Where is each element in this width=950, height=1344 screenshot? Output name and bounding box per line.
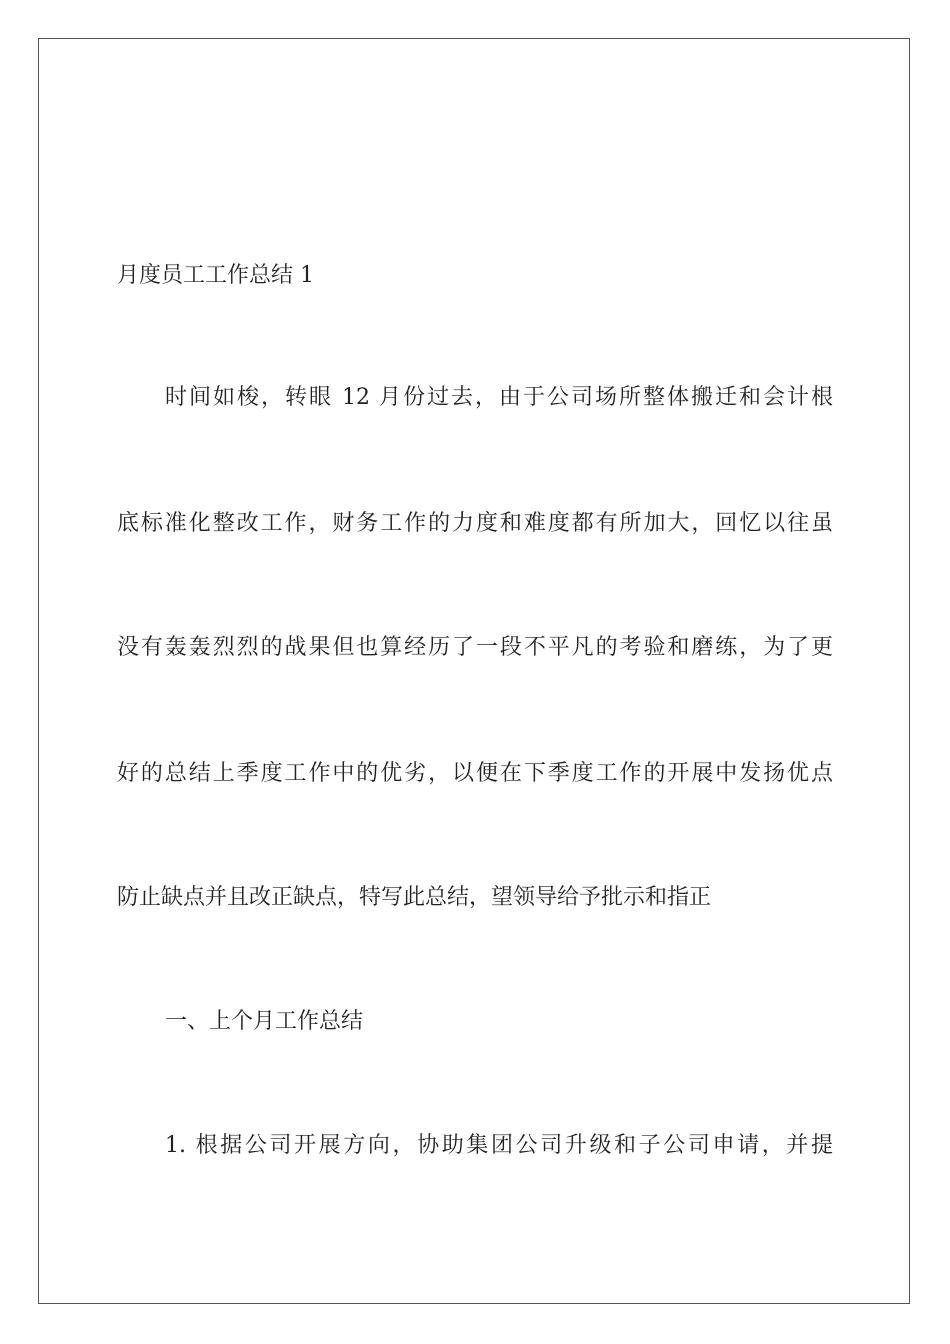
paragraph-line: 防止缺点并且改正缺点，特写此总结，望领导给予批示和指正 <box>117 885 712 910</box>
list-item-line: 1. 根据公司开展方向，协助集团公司升级和子公司申请，并提 <box>165 1133 833 1158</box>
paragraph-line: 好的总结上季度工作中的优劣，以便在下季度工作的开展中发扬优点 <box>117 761 833 786</box>
paragraph-line: 时间如梭，转眼 12 月份过去，由于公司场所整体搬迁和会计根 <box>165 385 833 410</box>
paragraph-line: 没有轰轰烈烈的战果但也算经历了一段不平凡的考验和磨练，为了更 <box>117 635 833 660</box>
page-border <box>38 38 910 1304</box>
section-heading: 一、上个月工作总结 <box>165 1009 364 1034</box>
document-title: 月度员工工作总结 1 <box>117 263 314 288</box>
paragraph-line: 底标准化整改工作，财务工作的力度和难度都有所加大，回忆以往虽 <box>117 511 833 536</box>
